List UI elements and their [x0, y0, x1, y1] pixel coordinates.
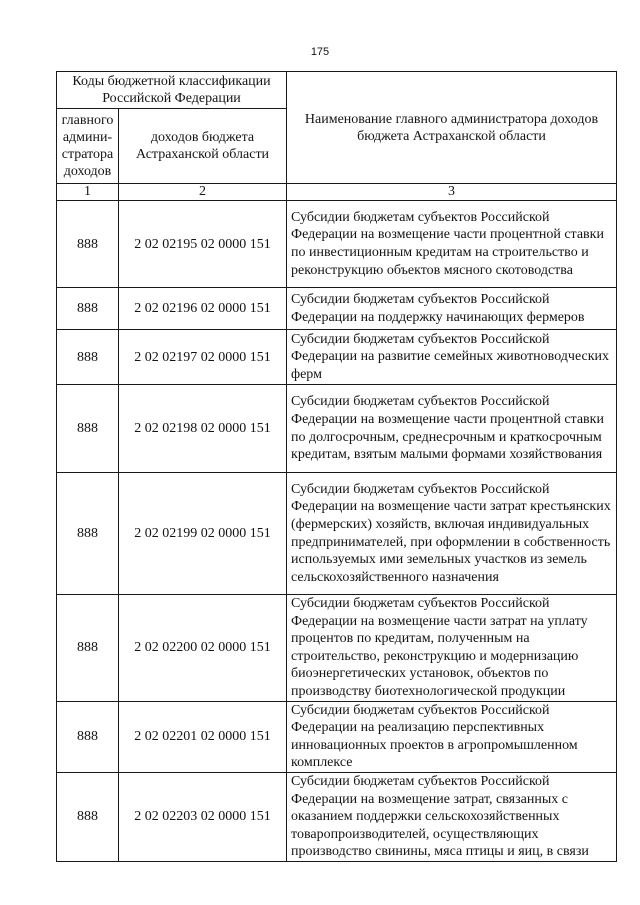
- revenue-name-cell: Субсидии бюджетам субъектов Российской Федерации на возмещение части процентной ставки по инвестиционным кредитам на строительство и реконструкцию объектов мясного скотоводства: [287, 201, 617, 288]
- revenue-name-cell: Субсидии бюджетам субъектов Российской Федерации на возмещение части затрат на уплату процентов по кредитам, полученным на строительство, реконструкцию и модернизацию биоэнергетических установок, объектов по производству биотехнологической продукции: [287, 595, 617, 702]
- admin-code-cell: 888: [57, 330, 119, 385]
- table-row: [57, 595, 617, 702]
- admin-column-header: главного админи-стратора доходов: [57, 109, 119, 184]
- revenue-name-cell: Субсидии бюджетам субъектов Российской Федерации на реализацию перспективных инновационных проектов в агропромышленном комплексе: [287, 701, 617, 772]
- admin-code-cell: 888: [57, 772, 119, 861]
- page-number: 175: [310, 46, 330, 58]
- revenue-code-cell: 2 02 02196 02 0000 151: [119, 288, 287, 330]
- budget-codes-table: [56, 71, 617, 862]
- revenue-code-cell: 2 02 02195 02 0000 151: [119, 201, 287, 288]
- name-column-header: Наименование главного администратора доходов бюджета Астраханской области: [287, 72, 617, 184]
- revenue-name-cell: Субсидии бюджетам субъектов Российской Федерации на поддержку начинающих фермеров: [287, 288, 617, 330]
- codes-group-header: Коды бюджетной классификации Российской Федерации: [57, 72, 287, 109]
- revenue-code-cell: 2 02 02197 02 0000 151: [119, 330, 287, 385]
- column-number-2: 2: [119, 184, 287, 201]
- table-row: [57, 701, 617, 772]
- admin-code-cell: 888: [57, 385, 119, 473]
- column-number-1: 1: [57, 184, 119, 201]
- revenue-code-cell: 2 02 02201 02 0000 151: [119, 701, 287, 772]
- revenue-name-cell: Субсидии бюджетам субъектов Российской Федерации на возмещение затрат, связанных с оказанием поддержки сельскохозяйственных товаропроизводителей, осуществляющих производство свинины, мяса птицы и яиц, в связи: [287, 772, 617, 861]
- admin-code-cell: 888: [57, 201, 119, 288]
- revenue-code-cell: 2 02 02203 02 0000 151: [119, 772, 287, 861]
- revenue-name-cell: Субсидии бюджетам субъектов Российской Федерации на возмещение части процентной ставки по долгосрочным, среднесрочным и краткосрочным кредитам, взятым малыми формами хозяйствования: [287, 385, 617, 473]
- admin-code-cell: 888: [57, 473, 119, 595]
- revenue-name-cell: Субсидии бюджетам субъектов Российской Федерации на развитие семейных животноводческих ферм: [287, 330, 617, 385]
- column-number-3: 3: [287, 184, 617, 201]
- table-row: [57, 473, 617, 595]
- revenue-code-cell: 2 02 02198 02 0000 151: [119, 385, 287, 473]
- table-row: [57, 772, 617, 861]
- revenue-column-header: доходов бюджета Астраханской области: [119, 109, 287, 184]
- table-row: [57, 288, 617, 330]
- admin-code-cell: 888: [57, 288, 119, 330]
- revenue-name-cell: Субсидии бюджетам субъектов Российской Федерации на возмещение части затрат крестьянских (фермерских) хозяйств, включая индивидуальных предпринимателей, при оформлении в собственность используемых ими земельных участков из земель сельскохозяйственного назначения: [287, 473, 617, 595]
- table-row: [57, 330, 617, 385]
- admin-code-cell: 888: [57, 595, 119, 702]
- revenue-code-cell: 2 02 02199 02 0000 151: [119, 473, 287, 595]
- admin-code-cell: 888: [57, 701, 119, 772]
- table-row: [57, 201, 617, 288]
- table-row: [57, 385, 617, 473]
- revenue-code-cell: 2 02 02200 02 0000 151: [119, 595, 287, 702]
